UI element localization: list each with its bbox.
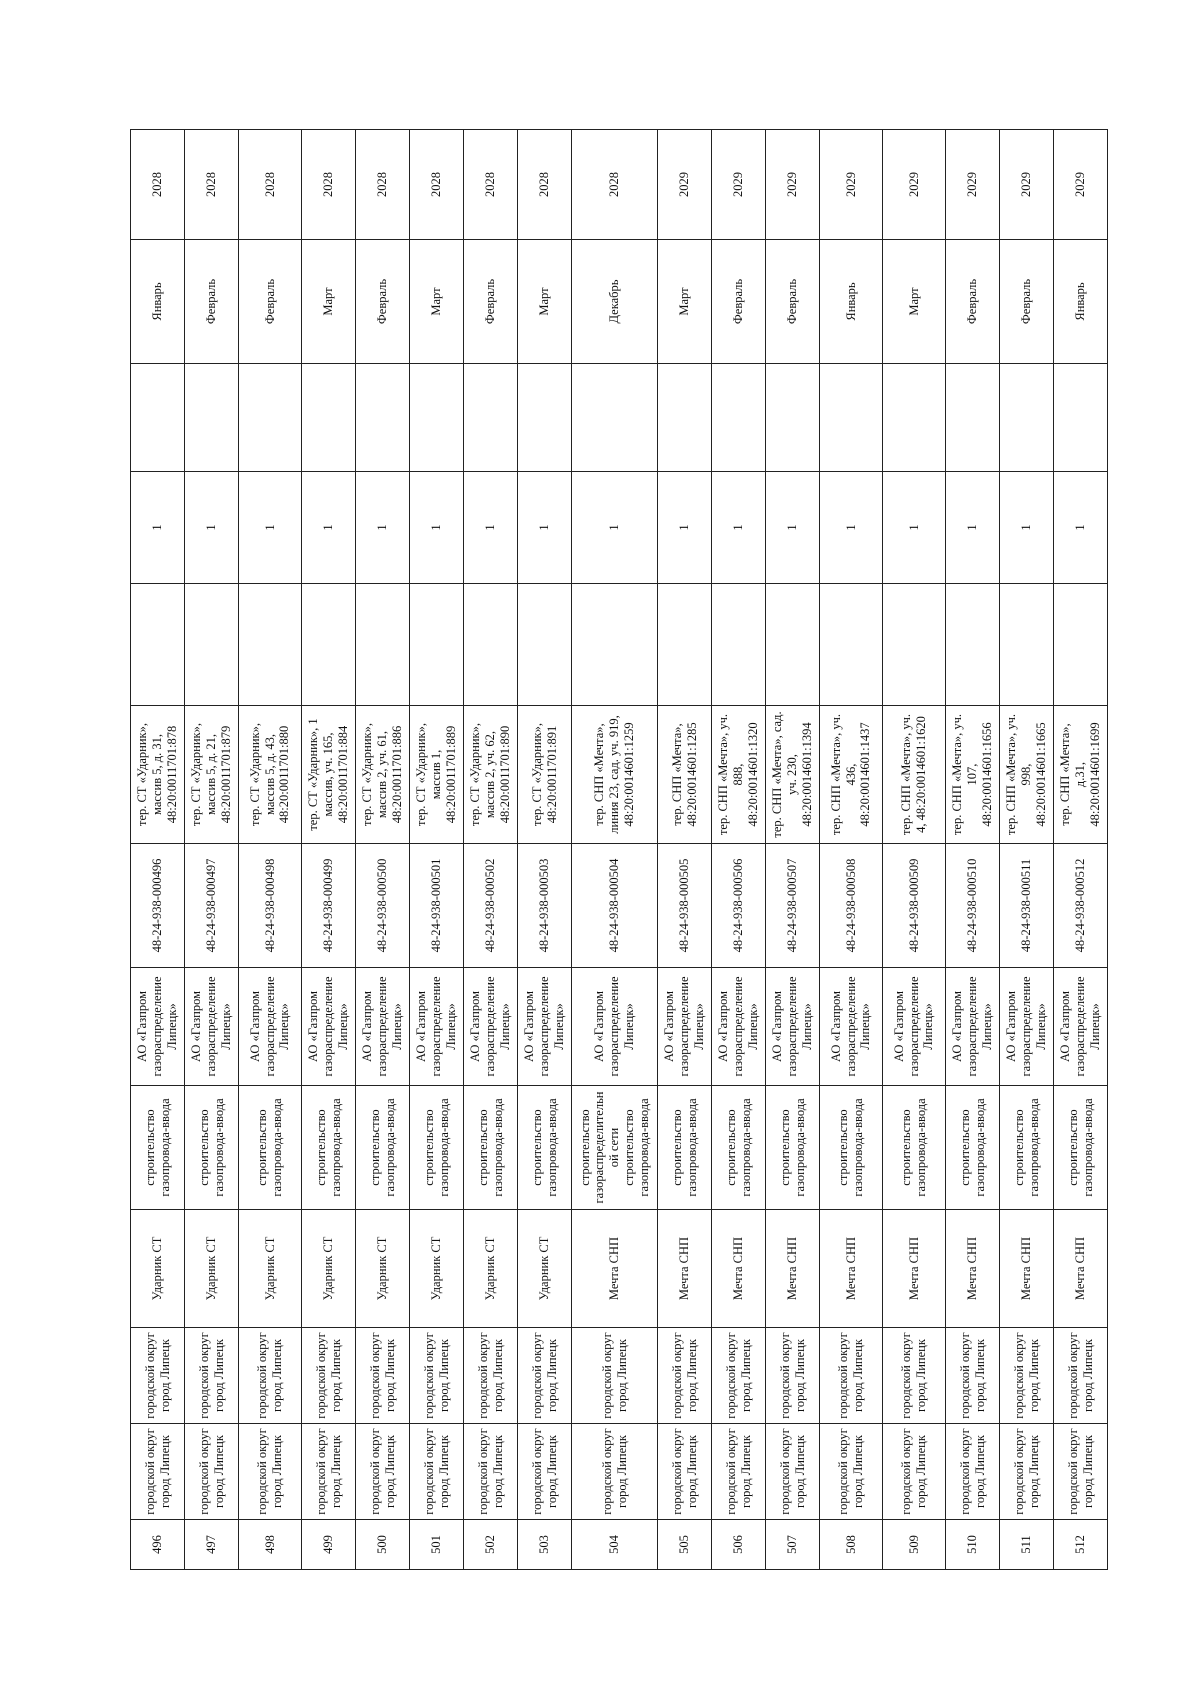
district-cell: городской округ город Липецк <box>410 1424 464 1520</box>
settlement-cell: городской округ город Липецк <box>464 1328 518 1424</box>
month-cell: Январь <box>820 240 883 364</box>
empty-cell <box>820 364 883 472</box>
work-type-cell: строительство газопровода-ввода <box>658 1086 712 1210</box>
organization-cell: АО «Газпром газораспределение Липецк» <box>712 968 766 1086</box>
address-cell: тер. СТ «Ударник», массив 2, уч. 62, 48:20:0011701:890 <box>464 706 518 844</box>
address-cell: тер. СНП «Мечта», линия 23, сад. уч. 919, 48:20:0014601:1259 <box>572 706 658 844</box>
table-row <box>410 130 464 1570</box>
table-row <box>883 130 946 1570</box>
organization-cell: АО «Газпром газораспределение Липецк» <box>766 968 820 1086</box>
object-cell: Мечта СНП <box>820 1210 883 1328</box>
object-cell: Мечта СНП <box>658 1210 712 1328</box>
district-cell: городской округ город Липецк <box>518 1424 572 1520</box>
row-number: 503 <box>518 1520 572 1570</box>
object-cell: Ударник СТ <box>518 1210 572 1328</box>
registry-code-cell: 48-24-938-000505 <box>658 844 712 968</box>
registry-code-cell: 48-24-938-000509 <box>883 844 946 968</box>
month-cell: Январь <box>1054 240 1108 364</box>
work-type-cell: строительство газопровода-ввода <box>820 1086 883 1210</box>
object-cell: Мечта СНП <box>883 1210 946 1328</box>
object-cell: Мечта СНП <box>1000 1210 1054 1328</box>
district-cell: городской округ город Липецк <box>658 1424 712 1520</box>
rotated-table-container <box>130 130 1102 1570</box>
empty-cell <box>1054 364 1108 472</box>
quantity-cell: 1 <box>572 472 658 584</box>
registry-code-cell: 48-24-938-000500 <box>356 844 410 968</box>
empty-cell <box>131 364 185 472</box>
object-cell: Ударник СТ <box>131 1210 185 1328</box>
year-cell: 2028 <box>572 130 658 240</box>
year-cell: 2029 <box>658 130 712 240</box>
work-type-cell: строительство газопровода-ввода <box>1000 1086 1054 1210</box>
district-cell: городской округ город Липецк <box>185 1424 239 1520</box>
empty-cell <box>302 364 356 472</box>
work-type-cell: строительство газопровода-ввода <box>410 1086 464 1210</box>
quantity-cell: 1 <box>946 472 1000 584</box>
district-cell: городской округ город Липецк <box>712 1424 766 1520</box>
year-cell: 2028 <box>131 130 185 240</box>
registry-code-cell: 48-24-938-000508 <box>820 844 883 968</box>
settlement-cell: городской округ город Липецк <box>518 1328 572 1424</box>
work-type-cell: строительство газопровода-ввода <box>1054 1086 1108 1210</box>
month-cell: Март <box>658 240 712 364</box>
organization-cell: АО «Газпром газораспределение Липецк» <box>185 968 239 1086</box>
table-row <box>572 130 658 1570</box>
row-number: 496 <box>131 1520 185 1570</box>
district-cell: городской округ город Липецк <box>572 1424 658 1520</box>
settlement-cell: городской округ город Липецк <box>1054 1328 1108 1424</box>
month-cell: Февраль <box>712 240 766 364</box>
object-cell: Ударник СТ <box>302 1210 356 1328</box>
district-cell: городской округ город Липецк <box>239 1424 302 1520</box>
registry-code-cell: 48-24-938-000511 <box>1000 844 1054 968</box>
organization-cell: АО «Газпром газораспределение Липецк» <box>658 968 712 1086</box>
district-cell: городской округ город Липецк <box>820 1424 883 1520</box>
settlement-cell: городской округ город Липецк <box>239 1328 302 1424</box>
empty-cell <box>239 584 302 706</box>
empty-cell <box>518 364 572 472</box>
row-number: 506 <box>712 1520 766 1570</box>
table-row <box>1000 130 1054 1570</box>
quantity-cell: 1 <box>464 472 518 584</box>
row-number: 508 <box>820 1520 883 1570</box>
organization-cell: АО «Газпром газораспределение Липецк» <box>883 968 946 1086</box>
address-cell: тер. СНП «Мечта», уч. 436, 48:20:0014601:1437 <box>820 706 883 844</box>
object-cell: Мечта СНП <box>766 1210 820 1328</box>
address-cell: тер. СНП «Мечта», уч. 107, 48:20:0014601:1656 <box>946 706 1000 844</box>
year-cell: 2028 <box>239 130 302 240</box>
object-cell: Ударник СТ <box>410 1210 464 1328</box>
quantity-cell: 1 <box>131 472 185 584</box>
object-cell: Ударник СТ <box>185 1210 239 1328</box>
row-number: 510 <box>946 1520 1000 1570</box>
month-cell: Март <box>410 240 464 364</box>
object-cell: Мечта СНП <box>712 1210 766 1328</box>
month-cell: Март <box>883 240 946 364</box>
settlement-cell: городской округ город Липецк <box>820 1328 883 1424</box>
empty-cell <box>464 584 518 706</box>
empty-cell <box>1054 584 1108 706</box>
empty-cell <box>356 584 410 706</box>
year-cell: 2029 <box>946 130 1000 240</box>
settlement-cell: городской округ город Липецк <box>572 1328 658 1424</box>
empty-cell <box>464 364 518 472</box>
month-cell: Февраль <box>185 240 239 364</box>
month-cell: Февраль <box>239 240 302 364</box>
address-cell: тер. СТ «Ударник», массив 5, д. 21, 48:20:0011701:879 <box>185 706 239 844</box>
quantity-cell: 1 <box>712 472 766 584</box>
year-cell: 2029 <box>1000 130 1054 240</box>
quantity-cell: 1 <box>820 472 883 584</box>
year-cell: 2029 <box>820 130 883 240</box>
row-number: 507 <box>766 1520 820 1570</box>
empty-cell <box>883 584 946 706</box>
empty-cell <box>239 364 302 472</box>
table-row <box>356 130 410 1570</box>
address-cell: тер. СНП «Мечта», 48:20:0014601:1285 <box>658 706 712 844</box>
empty-cell <box>356 364 410 472</box>
year-cell: 2029 <box>883 130 946 240</box>
settlement-cell: городской округ город Липецк <box>302 1328 356 1424</box>
work-type-cell: строительство газопровода-ввода <box>464 1086 518 1210</box>
empty-cell <box>572 364 658 472</box>
address-cell: тер. СНП «Мечта», д.31, 48:20:0014601:1699 <box>1054 706 1108 844</box>
quantity-cell: 1 <box>1000 472 1054 584</box>
settlement-cell: городской округ город Липецк <box>410 1328 464 1424</box>
year-cell: 2029 <box>766 130 820 240</box>
empty-cell <box>1000 364 1054 472</box>
month-cell: Февраль <box>464 240 518 364</box>
address-cell: тер. СНП «Мечта», уч. 998, 48:20:0014601:1665 <box>1000 706 1054 844</box>
year-cell: 2029 <box>1054 130 1108 240</box>
work-type-cell: строительство газопровода-ввода <box>946 1086 1000 1210</box>
district-cell: городской округ город Липецк <box>464 1424 518 1520</box>
organization-cell: АО «Газпром газораспределение Липецк» <box>464 968 518 1086</box>
quantity-cell: 1 <box>356 472 410 584</box>
settlement-cell: городской округ город Липецк <box>658 1328 712 1424</box>
work-type-cell: строительство газопровода-ввода <box>185 1086 239 1210</box>
organization-cell: АО «Газпром газораспределение Липецк» <box>518 968 572 1086</box>
organization-cell: АО «Газпром газораспределение Липецк» <box>572 968 658 1086</box>
registry-code-cell: 48-24-938-000503 <box>518 844 572 968</box>
year-cell: 2028 <box>185 130 239 240</box>
registry-code-cell: 48-24-938-000502 <box>464 844 518 968</box>
organization-cell: АО «Газпром газораспределение Липецк» <box>302 968 356 1086</box>
object-cell: Ударник СТ <box>464 1210 518 1328</box>
address-cell: тер. СНП «Мечта», уч. 4, 48:20:0014601:1620 <box>883 706 946 844</box>
address-cell: тер. СТ «Ударник», массив 2, уч. 61, 48:20:0011701:886 <box>356 706 410 844</box>
registry-code-cell: 48-24-938-000512 <box>1054 844 1108 968</box>
settlement-cell: городской округ город Липецк <box>766 1328 820 1424</box>
row-number: 512 <box>1054 1520 1108 1570</box>
month-cell: Февраль <box>766 240 820 364</box>
settlement-cell: городской округ город Липецк <box>1000 1328 1054 1424</box>
empty-cell <box>1000 584 1054 706</box>
row-number: 509 <box>883 1520 946 1570</box>
address-cell: тер. СТ «Ударник», массив 1, 48:20:0011701:889 <box>410 706 464 844</box>
organization-cell: АО «Газпром газораспределение Липецк» <box>356 968 410 1086</box>
district-cell: городской округ город Липецк <box>131 1424 185 1520</box>
month-cell: Март <box>302 240 356 364</box>
settlement-cell: городской округ город Липецк <box>185 1328 239 1424</box>
quantity-cell: 1 <box>518 472 572 584</box>
empty-cell <box>946 584 1000 706</box>
month-cell: Декабрь <box>572 240 658 364</box>
district-cell: городской округ город Липецк <box>766 1424 820 1520</box>
table-row <box>239 130 302 1570</box>
row-number: 505 <box>658 1520 712 1570</box>
address-cell: тер. СТ «Ударник», 1 массив, уч. 165, 48:20:0011701:884 <box>302 706 356 844</box>
table-row <box>946 130 1000 1570</box>
settlement-cell: городской округ город Липецк <box>883 1328 946 1424</box>
quantity-cell: 1 <box>185 472 239 584</box>
organization-cell: АО «Газпром газораспределение Липецк» <box>946 968 1000 1086</box>
empty-cell <box>766 364 820 472</box>
month-cell: Февраль <box>946 240 1000 364</box>
month-cell: Февраль <box>1000 240 1054 364</box>
object-cell: Мечта СНП <box>946 1210 1000 1328</box>
district-cell: городской округ город Липецк <box>883 1424 946 1520</box>
empty-cell <box>946 364 1000 472</box>
district-cell: городской округ город Липецк <box>1000 1424 1054 1520</box>
registry-code-cell: 48-24-938-000506 <box>712 844 766 968</box>
row-number: 501 <box>410 1520 464 1570</box>
empty-cell <box>185 364 239 472</box>
row-number: 502 <box>464 1520 518 1570</box>
district-cell: городской округ город Липецк <box>946 1424 1000 1520</box>
row-number: 511 <box>1000 1520 1054 1570</box>
year-cell: 2029 <box>712 130 766 240</box>
work-type-cell: строительство газопровода-ввода <box>883 1086 946 1210</box>
object-cell: Ударник СТ <box>239 1210 302 1328</box>
table-row <box>658 130 712 1570</box>
quantity-cell: 1 <box>883 472 946 584</box>
month-cell: Январь <box>131 240 185 364</box>
table-row <box>766 130 820 1570</box>
quantity-cell: 1 <box>1054 472 1108 584</box>
work-type-cell: строительство газораспределительной сети строительство газопровода-ввода <box>572 1086 658 1210</box>
row-number: 504 <box>572 1520 658 1570</box>
address-cell: тер. СТ «Ударник», 48:20:0011701:891 <box>518 706 572 844</box>
object-cell: Ударник СТ <box>356 1210 410 1328</box>
organization-cell: АО «Газпром газораспределение Липецк» <box>820 968 883 1086</box>
address-cell: тер. СНП «Мечта», сад. уч. 230, 48:20:0014601:1394 <box>766 706 820 844</box>
row-number: 500 <box>356 1520 410 1570</box>
table-row <box>464 130 518 1570</box>
quantity-cell: 1 <box>410 472 464 584</box>
table-row <box>185 130 239 1570</box>
empty-cell <box>712 364 766 472</box>
address-cell: тер. СНП «Мечта», уч. 888, 48:20:0014601:1320 <box>712 706 766 844</box>
year-cell: 2028 <box>302 130 356 240</box>
settlement-cell: городской округ город Липецк <box>712 1328 766 1424</box>
empty-cell <box>410 364 464 472</box>
settlement-cell: городской округ город Липецк <box>946 1328 1000 1424</box>
organization-cell: АО «Газпром газораспределение Липецк» <box>410 968 464 1086</box>
table-row <box>518 130 572 1570</box>
object-cell: Мечта СНП <box>572 1210 658 1328</box>
work-type-cell: строительство газопровода-ввода <box>356 1086 410 1210</box>
table-row <box>131 130 185 1570</box>
row-number: 499 <box>302 1520 356 1570</box>
organization-cell: АО «Газпром газораспределение Липецк» <box>1054 968 1108 1086</box>
registry-code-cell: 48-24-938-000497 <box>185 844 239 968</box>
organization-cell: АО «Газпром газораспределение Липецк» <box>131 968 185 1086</box>
address-cell: тер. СТ «Ударник», массив 5, д. 43, 48:20:0011701:880 <box>239 706 302 844</box>
month-cell: Февраль <box>356 240 410 364</box>
district-cell: городской округ город Липецк <box>1054 1424 1108 1520</box>
quantity-cell: 1 <box>302 472 356 584</box>
quantity-cell: 1 <box>239 472 302 584</box>
quantity-cell: 1 <box>658 472 712 584</box>
registry-code-cell: 48-24-938-000507 <box>766 844 820 968</box>
year-cell: 2028 <box>464 130 518 240</box>
table-row <box>1054 130 1108 1570</box>
row-number: 498 <box>239 1520 302 1570</box>
table-row <box>712 130 766 1570</box>
empty-cell <box>658 364 712 472</box>
table-body <box>131 130 1108 1570</box>
organization-cell: АО «Газпром газораспределение Липецк» <box>239 968 302 1086</box>
object-cell: Мечта СНП <box>1054 1210 1108 1328</box>
empty-cell <box>302 584 356 706</box>
district-cell: городской округ город Липецк <box>356 1424 410 1520</box>
row-number: 497 <box>185 1520 239 1570</box>
year-cell: 2028 <box>410 130 464 240</box>
table-row <box>820 130 883 1570</box>
settlement-cell: городской округ город Липецк <box>131 1328 185 1424</box>
registry-code-cell: 48-24-938-000496 <box>131 844 185 968</box>
registry-code-cell: 48-24-938-000504 <box>572 844 658 968</box>
empty-cell <box>572 584 658 706</box>
registry-code-cell: 48-24-938-000501 <box>410 844 464 968</box>
empty-cell <box>712 584 766 706</box>
empty-cell <box>185 584 239 706</box>
empty-cell <box>410 584 464 706</box>
work-type-cell: строительство газопровода-ввода <box>302 1086 356 1210</box>
work-type-cell: строительство газопровода-ввода <box>766 1086 820 1210</box>
address-cell: тер. СТ «Ударник», массив 5, д. 31, 48:20:0011701:878 <box>131 706 185 844</box>
table-row <box>302 130 356 1570</box>
work-type-cell: строительство газопровода-ввода <box>712 1086 766 1210</box>
registry-code-cell: 48-24-938-000498 <box>239 844 302 968</box>
quantity-cell: 1 <box>766 472 820 584</box>
year-cell: 2028 <box>518 130 572 240</box>
empty-cell <box>766 584 820 706</box>
empty-cell <box>820 584 883 706</box>
empty-cell <box>518 584 572 706</box>
year-cell: 2028 <box>356 130 410 240</box>
work-type-cell: строительство газопровода-ввода <box>239 1086 302 1210</box>
settlement-cell: городской округ город Липецк <box>356 1328 410 1424</box>
empty-cell <box>658 584 712 706</box>
month-cell: Март <box>518 240 572 364</box>
registry-code-cell: 48-24-938-000510 <box>946 844 1000 968</box>
gas-connection-register-table <box>130 129 1108 1570</box>
empty-cell <box>131 584 185 706</box>
work-type-cell: строительство газопровода-ввода <box>131 1086 185 1210</box>
organization-cell: АО «Газпром газораспределение Липецк» <box>1000 968 1054 1086</box>
work-type-cell: строительство газопровода-ввода <box>518 1086 572 1210</box>
district-cell: городской округ город Липецк <box>302 1424 356 1520</box>
registry-code-cell: 48-24-938-000499 <box>302 844 356 968</box>
empty-cell <box>883 364 946 472</box>
